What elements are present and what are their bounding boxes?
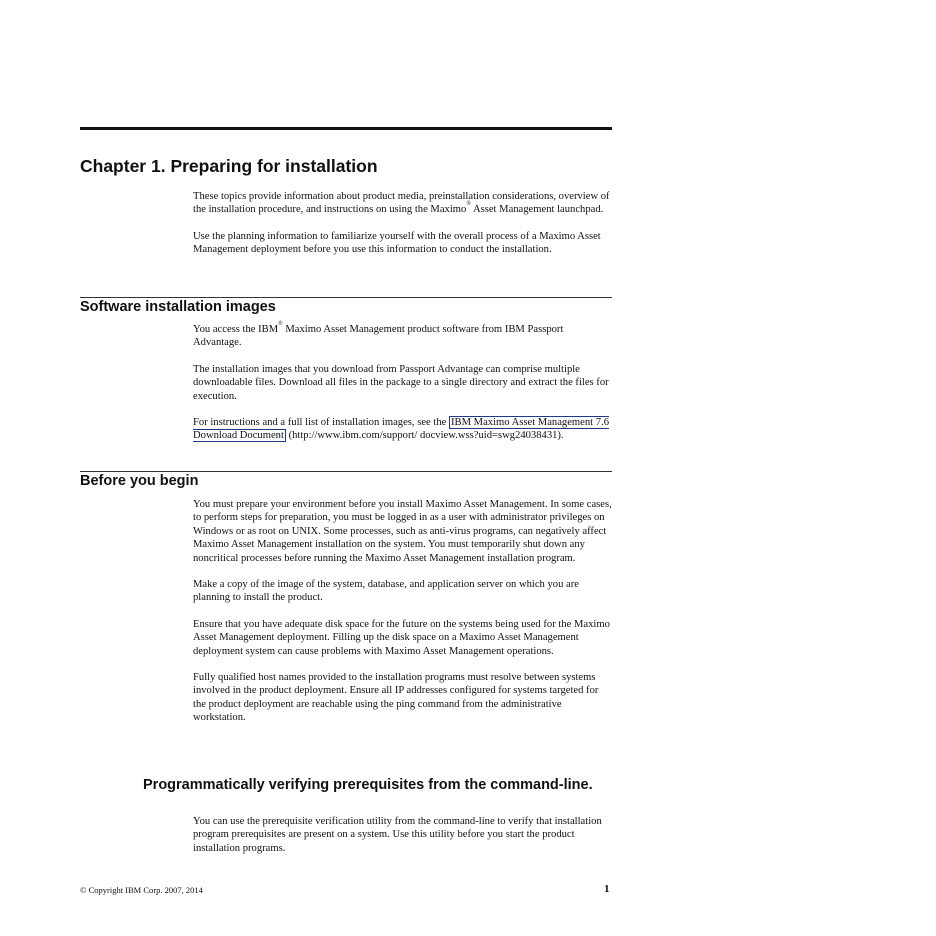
software-paragraph-3: For instructions and a full list of installation images, see the IBM Maximo Asset Management 7.6 Download Document (http://www.ibm.com/support/ docview.wss?uid=swg24038431). [193, 417, 609, 442]
before-you-begin-heading: Before you begin [80, 473, 199, 489]
software-paragraph-1: You access the IBM® Maximo Asset Management product software from IBM Passport Advantage. [193, 321, 564, 349]
download-document-link[interactable]: IBM Maximo Asset Management 7.6 Download Document [193, 417, 609, 442]
section-rule-software [80, 297, 612, 298]
prereq-paragraph-1: You can use the prerequisite verification utility from the command-line to verify that installation program prerequisites are present on a system. Use this utility before you start the product installation programs. [193, 816, 602, 854]
before-paragraph-3: Ensure that you have adequate disk space for the future on the systems being used for the Maximo Asset Management deployment. Filling up the disk space on a Maximo Asset Management deployment system can cause problems with Maximo Asset Management operations. [193, 618, 610, 657]
software-images-heading: Software installation images [80, 299, 276, 315]
intro-section [193, 190, 613, 257]
section-rule-before [80, 471, 612, 472]
before-paragraph-4: Fully qualified host names provided to the installation programs must resolve between systems involved in the product deployment. Ensure all IP addresses configured for systems targeted for the product deployment are reachable using the ping command from the administrative workstation. [193, 672, 599, 724]
intro-paragraph-2: Use the planning information to familiarize yourself with the overall process of a Maximo Asset Management deployment before you use this information to conduct the installation. [193, 230, 601, 256]
intro-paragraph-1: These topics provide information about product media, preinstallation considerations, overview of the installation procedure, and instructions on using the Maximo® Asset Management launchpad. [193, 191, 610, 216]
footer-copyright: © Copyright IBM Corp. 2007, 2014 [80, 885, 203, 895]
prereq-section [193, 815, 613, 855]
page-number: 1 [604, 883, 610, 895]
registered-mark: ® [466, 201, 471, 208]
software-images-section [193, 323, 613, 443]
registered-mark: ® [278, 321, 283, 327]
software-paragraph-2: The installation images that you download from Passport Advantage can comprise multiple downloadable files. Download all files in the package to a single directory and extract the files for execution. [193, 363, 609, 402]
prereq-heading: Programmatically verifying prerequisites from the command-line. [143, 777, 593, 793]
before-paragraph-2: Make a copy of the image of the system, database, and application server on which you are planning to install the product. [193, 579, 579, 604]
before-you-begin-section [193, 498, 613, 725]
before-paragraph-1: You must prepare your environment before you install Maximo Asset Management. In some cases, to perform steps for preparation, you must be logged in as a user with administrator privileges on Windows or as root on UNIX. Some processes, such as anti-virus programs, can negatively affect Maximo Asset Management installation on the system. You must temporarily shut down any noncritical processes before running the Maximo Asset Management installation program. [193, 499, 612, 564]
chapter-rule [80, 127, 612, 130]
chapter-title: Chapter 1. Preparing for installation [80, 156, 378, 176]
